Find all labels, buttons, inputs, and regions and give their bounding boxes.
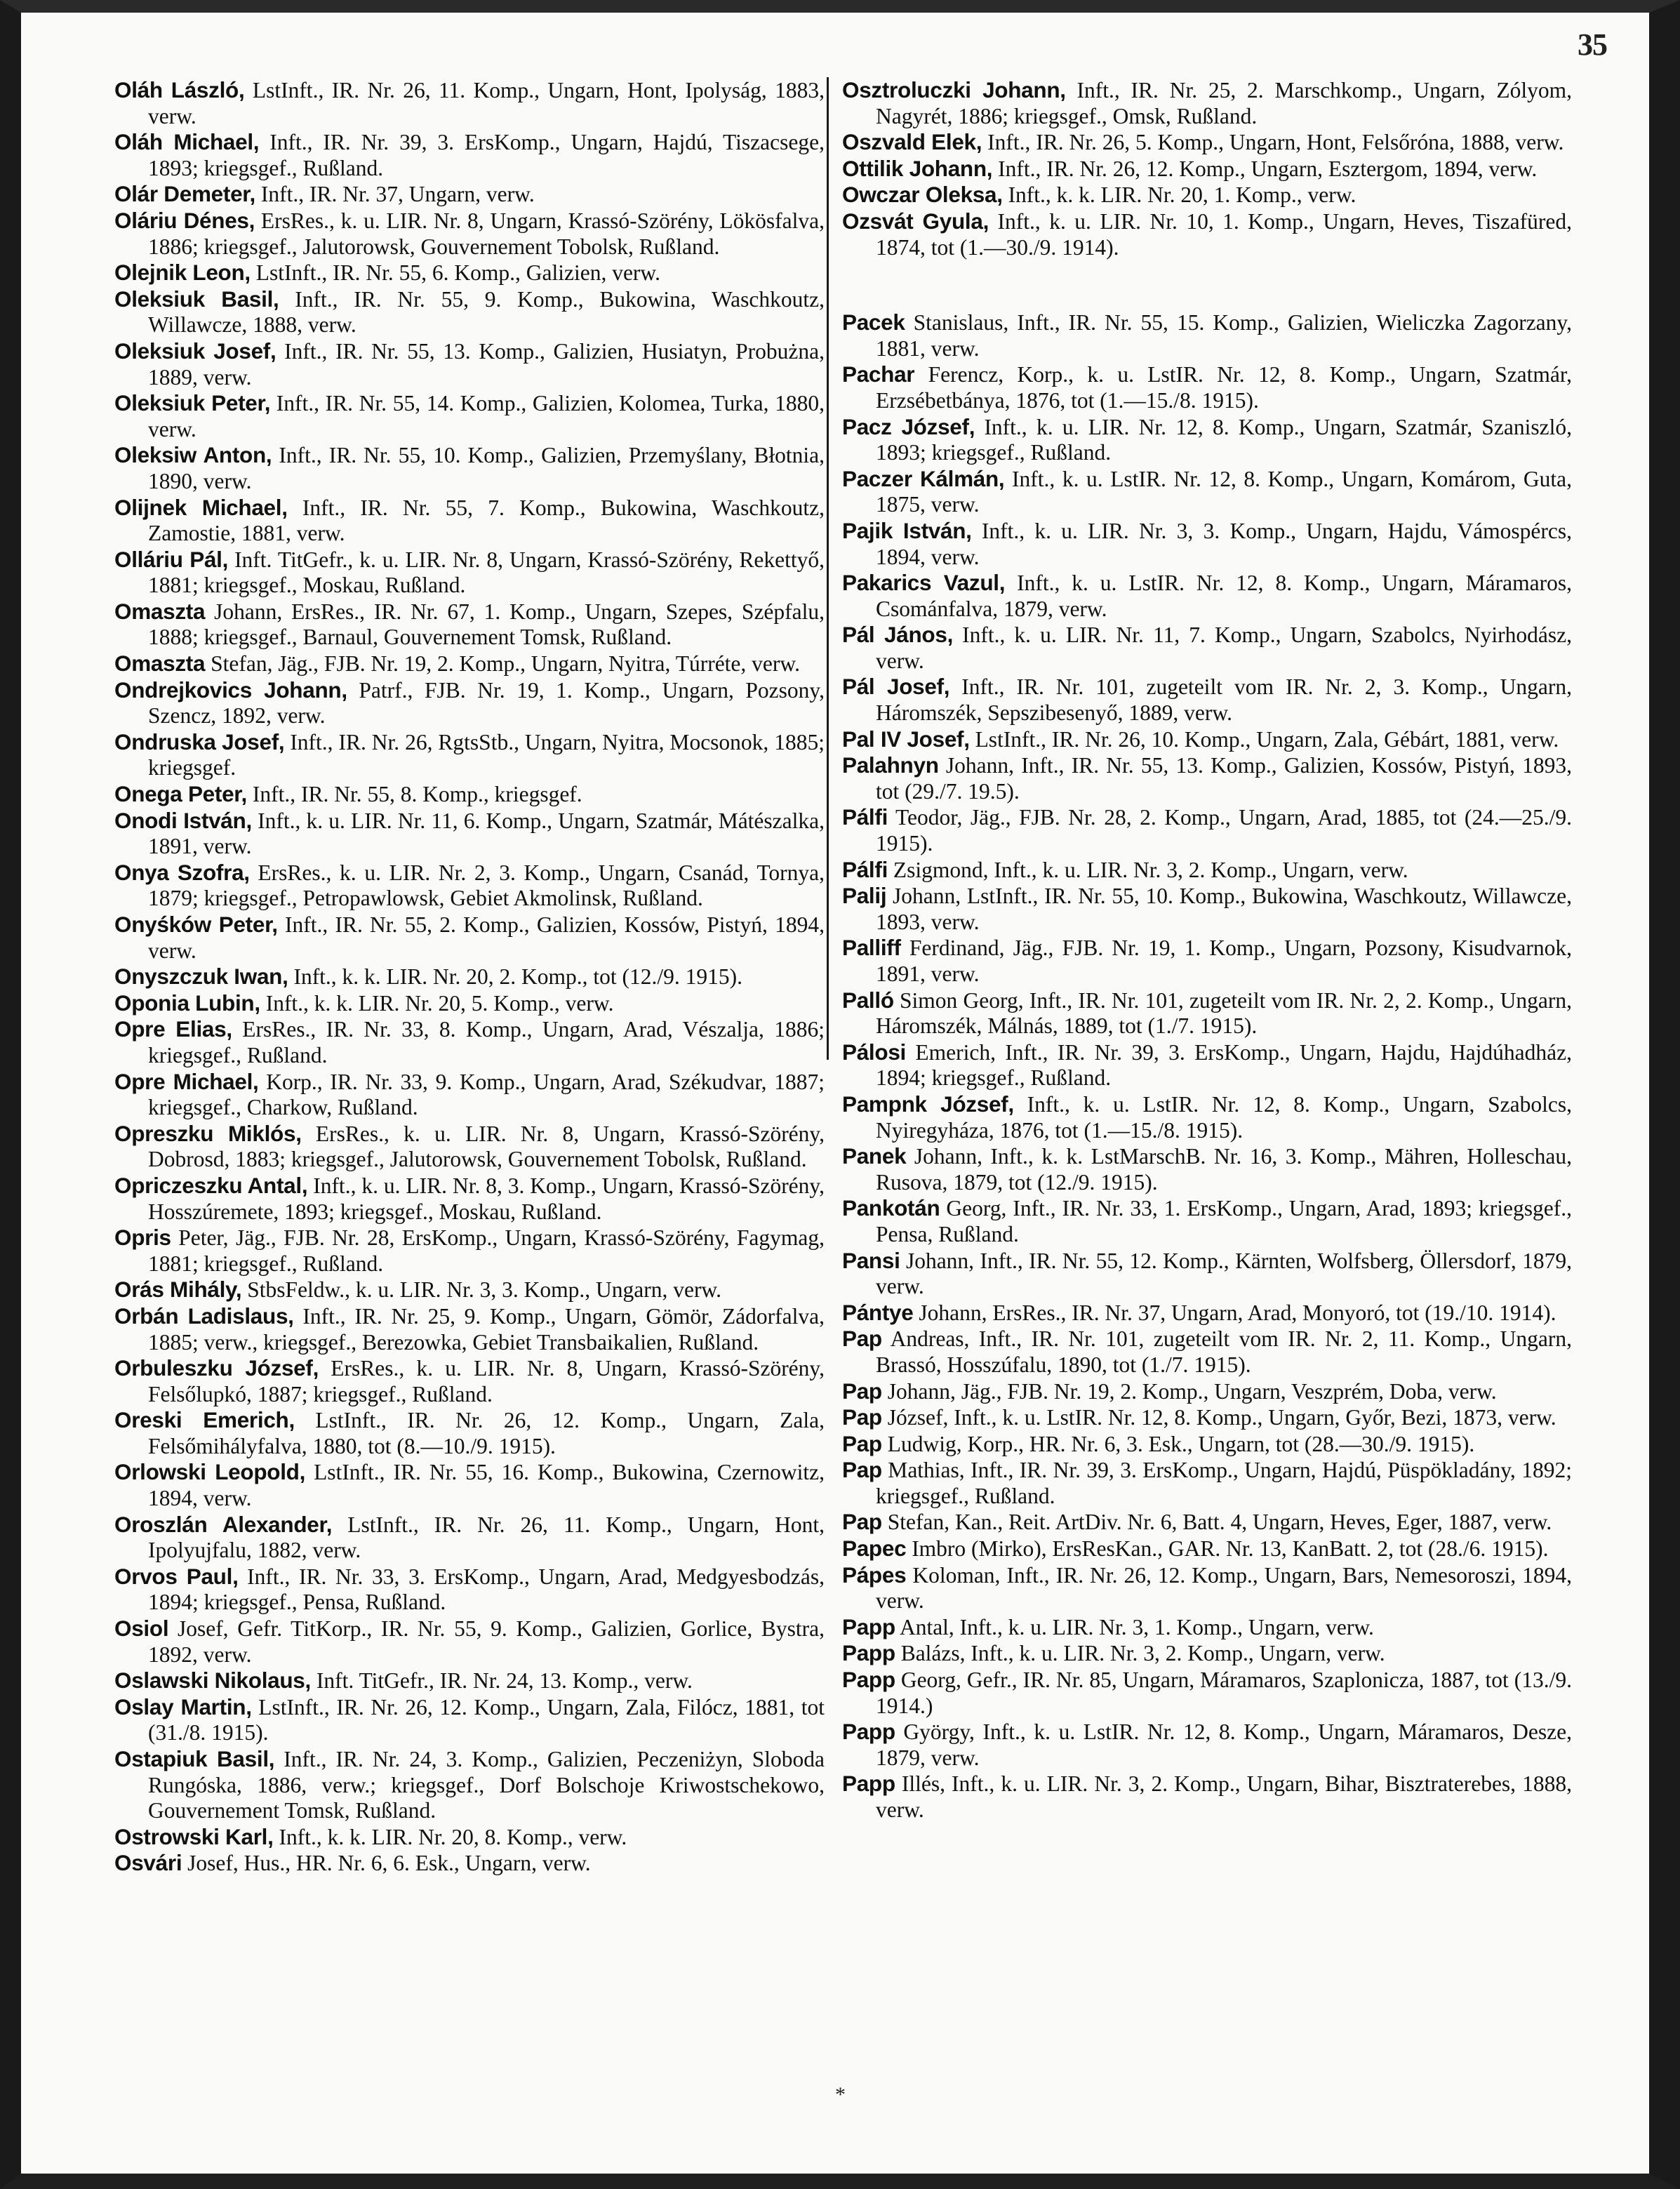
entry-name: Pachar — [842, 361, 915, 387]
entry-details: Peter, Jäg., FJB. Nr. 28, ErsKomp., Ungarn, Krassó-Szörény, Fagymag, 1881; kriegsgef., Rußland. — [148, 1225, 825, 1276]
entry-details: Inft., IR. Nr. 55, 7. Komp., Bukowina, Waschkoutz, Zamostie, 1881, verw. — [148, 495, 825, 546]
list-entry — [114, 390, 825, 442]
entry-name: Pap — [842, 1457, 882, 1483]
entry-name: Ostapiuk Basil, — [114, 1746, 275, 1771]
entry-details: Antal, Inft., k. u. LIR. Nr. 3, 1. Komp., Ungarn, verw. — [895, 1614, 1374, 1639]
entry-name: Ondrejkovics Johann, — [114, 677, 347, 703]
list-entry — [842, 1378, 1572, 1405]
entry-name: Pacz József, — [842, 413, 975, 439]
list-entry — [842, 1640, 1572, 1667]
entry-name: Oleksiuk Josef, — [114, 338, 276, 364]
list-entry — [842, 883, 1572, 935]
list-entry — [842, 1326, 1572, 1378]
entry-name: Palij — [842, 883, 887, 909]
list-entry — [114, 964, 825, 990]
list-entry — [842, 518, 1572, 570]
list-entry — [842, 77, 1572, 129]
entry-details: Inft., k. u. LIR. Nr. 10, 1. Komp., Ungarn, Heves, Tiszafüred, 1874, tot (1.—30./9. 1914). — [876, 208, 1572, 260]
entry-name: Oláh Michael, — [114, 129, 260, 155]
list-entry — [842, 935, 1572, 987]
list-entry — [842, 1719, 1572, 1771]
list-entry — [842, 570, 1572, 622]
entry-name: Ostrowski Karl, — [114, 1823, 274, 1849]
list-entry — [842, 1536, 1572, 1562]
entry-details: Simon Georg, Inft., IR. Nr. 101, zugeteilt vom IR. Nr. 2, 2. Komp., Ungarn, Háromszék, Málnás, 1889, tot (1./7. 1915). — [876, 987, 1572, 1039]
entry-details: LstInft., IR. Nr. 55, 16. Komp., Bukowina, Czernowitz, 1894, verw. — [148, 1460, 825, 1511]
entry-details: Inft. TitGefr., k. u. LIR. Nr. 8, Ungarn, Krassó-Szörény, Rekettyő, 1881; kriegsgef., Moskau, Rußland. — [148, 547, 825, 598]
list-entry — [842, 1457, 1572, 1509]
entry-details: Zsigmond, Inft., k. u. LIR. Nr. 3, 2. Komp., Ungarn, verw. — [888, 857, 1408, 882]
entry-name: Opris — [114, 1225, 171, 1251]
entry-details: ErsRes., k. u. LIR. Nr. 2, 3. Komp., Ungarn, Csanád, Tornya, 1879; kriegsgef., Petropawlowsk, Gebiet Akmolinsk, Rußland. — [148, 860, 825, 911]
list-entry — [842, 1248, 1572, 1300]
entry-details: Inft. TitGefr., IR. Nr. 24, 13. Komp., verw. — [310, 1668, 693, 1694]
entry-details: Johann, ErsRes., IR. Nr. 67, 1. Komp., Ungarn, Szepes, Szépfalu, 1888; kriegsgef., Barnaul, Gouvernement Tomsk, Rußland. — [148, 599, 825, 650]
list-entry — [114, 990, 825, 1017]
list-entry — [114, 1564, 825, 1616]
entry-name: Pacek — [842, 310, 905, 335]
list-entry — [842, 1509, 1572, 1536]
entry-name: Pálosi — [842, 1039, 906, 1065]
entry-name: Pál Josef, — [842, 674, 950, 700]
entry-details: Inft., k. k. LIR. Nr. 20, 5. Komp., verw. — [260, 990, 614, 1016]
entry-name: Pampnk József, — [842, 1091, 1014, 1117]
entry-details: Inft., k. u. LIR. Nr. 12, 8. Komp., Ungarn, Szatmár, Szaniszló, 1893; kriegsgef., Rußland. — [876, 414, 1572, 465]
list-entry — [842, 1300, 1572, 1326]
entry-name: Palahnyn — [842, 752, 939, 778]
entry-name: Ottilik Johann, — [842, 155, 993, 181]
list-entry — [842, 674, 1572, 726]
entry-name: Pap — [842, 1430, 882, 1456]
list-entry — [114, 1016, 825, 1068]
entry-name: Pal IV Josef, — [842, 726, 970, 752]
list-entry — [114, 1824, 825, 1851]
entry-details: Emerich, Inft., IR. Nr. 39, 3. ErsKomp., Ungarn, Hajdu, Hajdúhadház, 1894; kriegsgef., Rußland. — [876, 1039, 1572, 1091]
entry-details: Mathias, Inft., IR. Nr. 39, 3. ErsKomp., Ungarn, Hajdú, Püspökladány, 1892; kriegsgef., Rußland. — [876, 1458, 1572, 1508]
list-entry — [842, 804, 1572, 856]
entry-details: Inft., IR. Nr. 55, 14. Komp., Galizien, Kolomea, Turka, 1880, verw. — [148, 391, 825, 441]
entry-details: Inft., IR. Nr. 37, Ungarn, verw. — [255, 182, 535, 207]
entry-name: Pápes — [842, 1562, 907, 1588]
list-entry — [114, 442, 825, 494]
entry-details: Inft., IR. Nr. 25, 2. Marschkomp., Ungarn, Zólyom, Nagyrét, 1886; kriegsgef., Omsk, Rußland. — [876, 78, 1572, 128]
entry-name: Opriczeszku Antal, — [114, 1172, 308, 1198]
entry-details: Georg, Gefr., IR. Nr. 85, Ungarn, Máramaros, Szaplonicza, 1887, tot (13./9. 1914.) — [876, 1668, 1572, 1718]
list-entry — [114, 1694, 825, 1746]
entry-name: Onodi István, — [114, 807, 252, 833]
list-entry — [114, 1277, 825, 1303]
entry-details: LstInft., IR. Nr. 55, 6. Komp., Galizien, verw. — [250, 260, 660, 286]
entry-details: Inft., IR. Nr. 26, RgtsStb., Ungarn, Nyitra, Mocsonok, 1885; kriegsgef. — [148, 729, 825, 780]
entry-name: Oleksiuk Peter, — [114, 390, 271, 416]
entry-name: Pajik István, — [842, 517, 972, 543]
entry-details: Inft., IR. Nr. 55, 10. Komp., Galizien, Przemyślany, Błotnia, 1890, verw. — [148, 443, 825, 493]
entry-name: Pap — [842, 1378, 882, 1404]
entry-name: Pántye — [842, 1299, 914, 1325]
entry-name: Palló — [842, 987, 894, 1013]
entry-details: Inft., IR. Nr. 55, 9. Komp., Bukowina, Waschkoutz, Willawcze, 1888, verw. — [148, 286, 825, 338]
list-entry — [842, 1143, 1572, 1195]
entry-details: Inft., IR. Nr. 101, zugeteilt vom IR. Nr. 2, 3. Komp., Ungarn, Háromszék, Sepszibesenyő, 1889, verw. — [876, 674, 1572, 726]
entry-details: Josef, Gefr. TitKorp., IR. Nr. 55, 9. Komp., Galizien, Gorlice, Bystra, 1892, verw. — [148, 1616, 825, 1667]
entry-name: Oláh László, — [114, 77, 245, 102]
entry-details: LstInft., IR. Nr. 26, 11. Komp., Ungarn, Hont, Ipolyujfalu, 1882, verw. — [148, 1512, 825, 1563]
entry-name: Oleksiuk Basil, — [114, 286, 279, 312]
entry-name: Oroszlán Alexander, — [114, 1511, 333, 1537]
left-column — [114, 77, 825, 1877]
list-entry — [114, 1225, 825, 1277]
footer-mark: * — [835, 2083, 846, 2106]
list-entry — [842, 310, 1572, 361]
entry-name: Pál János, — [842, 622, 954, 648]
entry-name: Opre Michael, — [114, 1068, 259, 1094]
entry-details: Ferencz, Korp., k. u. LstIR. Nr. 12, 8. Komp., Ungarn, Szatmár, Erzsébetbánya, 1876, tot (1.—15./8. 1915). — [876, 362, 1572, 413]
entry-name: Olláriu Pál, — [114, 546, 229, 572]
entry-details: StbsFeldw., k. u. LIR. Nr. 3, 3. Komp., Ungarn, verw. — [241, 1277, 722, 1303]
entry-details: Illés, Inft., k. u. LIR. Nr. 3, 2. Komp., Ungarn, Bihar, Bisztraterebes, 1888, verw. — [876, 1771, 1572, 1822]
entry-details: József, Inft., k. u. LstIR. Nr. 12, 8. Komp., Ungarn, Győr, Bezi, 1873, verw. — [881, 1405, 1556, 1430]
entry-name: Pap — [842, 1404, 882, 1430]
entry-name: Palliff — [842, 935, 901, 961]
list-entry — [114, 781, 825, 808]
entry-details: Ludwig, Korp., HR. Nr. 6, 3. Esk., Ungarn, tot (28.—30./9. 1915). — [881, 1431, 1475, 1456]
entry-details: ErsRes., IR. Nr. 33, 8. Komp., Ungarn, Arad, Vészalja, 1886; kriegsgef., Rußland. — [148, 1017, 825, 1067]
entry-details: Inft., IR. Nr. 39, 3. ErsKomp., Ungarn, Hajdú, Tiszacsege, 1893; kriegsgef., Rußland. — [148, 130, 825, 180]
entry-details: Inft., IR. Nr. 26, 5. Komp., Ungarn, Hont, Felsőróna, 1888, verw. — [982, 130, 1564, 155]
entry-name: Olejnik Leon, — [114, 260, 251, 286]
entry-name: Papp — [842, 1719, 895, 1745]
list-entry — [842, 1431, 1572, 1458]
entry-details: Stefan, Kan., Reit. ArtDiv. Nr. 6, Batt. 4, Ungarn, Heves, Eger, 1887, verw. — [881, 1510, 1552, 1535]
entry-details: Balázs, Inft., k. u. LIR. Nr. 3, 2. Komp., Ungarn, verw. — [895, 1641, 1385, 1666]
entry-name: Omaszta — [114, 651, 206, 677]
entry-name: Oreski Emerich, — [114, 1407, 295, 1433]
entry-name: Oslawski Nikolaus, — [114, 1668, 311, 1694]
entry-name: Papp — [842, 1640, 895, 1666]
entry-name: Orvos Paul, — [114, 1563, 239, 1589]
entry-name: Pankotán — [842, 1195, 940, 1221]
list-entry — [842, 726, 1572, 753]
entry-details: Georg, Inft., IR. Nr. 33, 1. ErsKomp., Ungarn, Arad, 1893; kriegsgef., Pensa, Rußland. — [876, 1196, 1572, 1246]
entry-name: Omaszta — [114, 598, 206, 624]
entry-name: Ondruska Josef, — [114, 728, 285, 754]
list-entry — [842, 1091, 1572, 1143]
entry-details: ErsRes., k. u. LIR. Nr. 8, Ungarn, Krassó-Szörény, Felsőlupkó, 1887; kriegsgef., Rußland. — [148, 1356, 825, 1406]
entry-details: LstInft., IR. Nr. 26, 10. Komp., Ungarn, Zala, Gébárt, 1881, verw. — [969, 726, 1559, 752]
list-entry — [114, 208, 825, 260]
right-column — [842, 77, 1572, 1823]
entry-name: Orlowski Leopold, — [114, 1459, 306, 1485]
entry-name: Orbán Ladislaus, — [114, 1303, 294, 1329]
list-entry — [114, 1850, 825, 1877]
entry-details: ErsRes., k. u. LIR. Nr. 8, Ungarn, Krassó-Szörény, Dobrosd, 1883; kriegsgef., Jalutorowsk, Gouvernement Tobolsk, Rußland. — [148, 1121, 825, 1172]
entry-details: Inft., IR. Nr. 25, 9. Komp., Ungarn, Gömör, Zádorfalva, 1885; verw., kriegsgef., Berezowka, Gebiet Transbaikalien, Rußland. — [148, 1303, 825, 1355]
entry-details: LstInft., IR. Nr. 26, 12. Komp., Ungarn, Zala, Felsőmihályfalva, 1880, tot (8.—10./9. 1915). — [148, 1408, 825, 1458]
entry-name: Paczer Kálmán, — [842, 465, 1005, 491]
entry-name: Papp — [842, 1771, 895, 1797]
list-entry — [114, 1355, 825, 1407]
list-entry — [114, 912, 825, 964]
list-entry — [842, 752, 1572, 804]
entry-details: Imbro (Mirko), ErsResKan., GAR. Nr. 13, KanBatt. 2, tot (28./6. 1915). — [906, 1536, 1549, 1562]
list-entry — [114, 860, 825, 912]
list-entry — [114, 1069, 825, 1121]
list-entry — [114, 729, 825, 781]
entry-name: Olár Demeter, — [114, 181, 255, 207]
list-entry — [114, 129, 825, 181]
entry-name: Orás Mihály, — [114, 1277, 242, 1303]
entry-name: Onya Szofra, — [114, 859, 250, 885]
list-entry — [114, 677, 825, 729]
list-entry — [842, 622, 1572, 674]
list-entry — [842, 466, 1572, 518]
entry-name: Oleksiw Anton, — [114, 442, 272, 468]
list-entry — [842, 156, 1572, 182]
list-entry — [842, 1614, 1572, 1641]
entry-details: Stanislaus, Inft., IR. Nr. 55, 15. Komp., Galizien, Wieliczka Zagorzany, 1881, verw. — [876, 310, 1572, 361]
entry-details: Inft., IR. Nr. 55, 2. Komp., Galizien, Kossów, Pistyń, 1894, verw. — [148, 912, 825, 963]
list-entry — [114, 338, 825, 390]
entry-details: Inft., k. k. LIR. Nr. 20, 1. Komp., verw. — [1002, 182, 1356, 208]
entry-details: Inft., k. k. LIR. Nr. 20, 2. Komp., tot (12./9. 1915). — [288, 964, 743, 990]
list-entry — [842, 361, 1572, 413]
entry-name: Ozsvát Gyula, — [842, 208, 989, 234]
column-divider — [827, 77, 829, 1060]
list-entry — [842, 1667, 1572, 1719]
list-entry — [114, 260, 825, 286]
entry-details: Inft., k. k. LIR. Nr. 20, 8. Komp., verw. — [273, 1824, 627, 1849]
list-entry — [114, 1616, 825, 1668]
entry-details: Inft., IR. Nr. 55, 8. Komp., kriegsgef. — [246, 782, 582, 807]
list-entry — [114, 1459, 825, 1511]
entry-name: Pálfi — [842, 804, 888, 830]
entry-details: Inft., k. u. LIR. Nr. 3, 3. Komp., Ungarn, Hajdu, Vámospércs, 1894, verw. — [876, 518, 1572, 569]
list-entry — [842, 182, 1572, 208]
list-entry — [842, 857, 1572, 884]
list-entry — [842, 208, 1572, 260]
entry-name: Opre Elias, — [114, 1016, 232, 1042]
entry-details: ErsRes., k. u. LIR. Nr. 8, Ungarn, Krassó-Szörény, Lökösfalva, 1886; kriegsgef., Jalutorowsk, Gouvernement Tobolsk, Rußland. — [148, 208, 825, 259]
entry-details: Johann, Inft., IR. Nr. 55, 12. Komp., Kärnten, Wolfsberg, Öllersdorf, 1879, verw. — [876, 1248, 1572, 1299]
entry-details: LstInft., IR. Nr. 26, 11. Komp., Ungarn, Hont, Ipolyság, 1883, verw. — [148, 78, 825, 128]
entry-details: Inft., k. u. LIR. Nr. 11, 6. Komp., Ungarn, Szatmár, Mátészalka, 1891, verw. — [148, 808, 825, 859]
entry-name: Panek — [842, 1143, 907, 1169]
entry-details: Johann, LstInft., IR. Nr. 55, 10. Komp., Bukowina, Waschkoutz, Willawcze, 1893, verw. — [876, 884, 1572, 934]
entry-details: Ferdinand, Jäg., FJB. Nr. 19, 1. Komp., Ungarn, Pozsony, Kisudvarnok, 1891, verw. — [876, 936, 1572, 986]
entry-details: Korp., IR. Nr. 33, 9. Komp., Ungarn, Arad, Székudvar, 1887; kriegsgef., Charkow, Rußland. — [148, 1069, 825, 1120]
entry-name: Onyśków Peter, — [114, 912, 278, 937]
entry-name: Opreszku Miklós, — [114, 1120, 302, 1146]
entry-details: Inft., IR. Nr. 26, 12. Komp., Ungarn, Esztergom, 1894, verw. — [992, 156, 1538, 181]
list-entry — [842, 1195, 1572, 1247]
entry-details: Teodor, Jäg., FJB. Nr. 28, 2. Komp., Ungarn, Arad, 1885, tot (24.—25./9. 1915). — [876, 805, 1572, 856]
entry-name: Pakarics Vazul, — [842, 570, 1006, 596]
list-entry — [114, 547, 825, 599]
entry-details: Inft., k. u. LstIR. Nr. 12, 8. Komp., Ungarn, Szabolcs, Nyiregyháza, 1876, tot (1.—15./8. 1915). — [876, 1091, 1572, 1143]
entry-name: Papec — [842, 1536, 907, 1562]
entry-name: Pálfi — [842, 856, 888, 882]
list-entry — [842, 129, 1572, 156]
entry-name: Oslay Martin, — [114, 1694, 252, 1719]
list-entry — [114, 1746, 825, 1824]
entry-name: Papp — [842, 1614, 895, 1639]
entry-name: Olijnek Michael, — [114, 494, 288, 520]
entry-details: Inft., k. u. LIR. Nr. 8, 3. Komp., Ungarn, Krassó-Szörény, Hosszúremete, 1893; kriegsgef., Moskau, Rußland. — [148, 1173, 825, 1224]
list-entry — [114, 77, 825, 129]
entry-name: Oláriu Dénes, — [114, 207, 255, 233]
list-entry — [114, 1512, 825, 1564]
entry-name: Owczar Oleksa, — [842, 182, 1003, 208]
list-entry — [114, 181, 825, 208]
entry-details: Inft., k. u. LstIR. Nr. 12, 8. Komp., Ungarn, Máramaros, Csománfalva, 1879, verw. — [876, 571, 1572, 621]
list-entry — [114, 1303, 825, 1355]
entry-name: Pansi — [842, 1247, 900, 1273]
list-entry — [114, 651, 825, 677]
entry-name: Papp — [842, 1667, 895, 1693]
list-entry — [114, 495, 825, 547]
entry-name: Pap — [842, 1326, 882, 1352]
entry-details: Koloman, Inft., IR. Nr. 26, 12. Komp., Ungarn, Bars, Nemesoroszi, 1894, verw. — [876, 1562, 1572, 1614]
entry-details: LstInft., IR. Nr. 26, 12. Komp., Ungarn, Zala, Filócz, 1881, tot (31./8. 1915). — [148, 1694, 825, 1745]
entry-details: Inft., IR. Nr. 33, 3. ErsKomp., Ungarn, Arad, Medgyesbodzás, 1894; kriegsgef., Pensa, Rußland. — [148, 1564, 825, 1615]
list-entry — [842, 414, 1572, 466]
entry-details: Inft., IR. Nr. 24, 3. Komp., Galizien, Peczeniżyn, Sloboda Rungóska, 1886, verw.; kriegsgef., Dorf Bolschoje Kriwostschekowo, Gouvernement Tomsk, Rußland. — [148, 1747, 825, 1823]
list-entry — [114, 1121, 825, 1173]
list-entry — [842, 1404, 1572, 1431]
entry-details: Johann, ErsRes., IR. Nr. 37, Ungarn, Arad, Monyoró, tot (19./10. 1914). — [913, 1300, 1556, 1325]
entry-name: Osvári — [114, 1850, 182, 1876]
entry-name: Oponia Lubin, — [114, 990, 260, 1016]
entry-name: Onega Peter, — [114, 781, 247, 807]
entry-details: Andreas, Inft., IR. Nr. 101, zugeteilt vom IR. Nr. 2, 11. Komp., Ungarn, Brassó, Hosszúfalu, 1890, tot (1./7. 1915). — [876, 1326, 1572, 1377]
list-entry — [842, 1039, 1572, 1091]
list-entry — [842, 1562, 1572, 1614]
list-entry — [842, 987, 1572, 1039]
entry-name: Pap — [842, 1509, 882, 1535]
entry-name: Orbuleszku József, — [114, 1355, 319, 1381]
entry-details: Johann, Inft., IR. Nr. 55, 13. Komp., Galizien, Kossów, Pistyń, 1893, tot (29./7. 19.5). — [876, 753, 1572, 804]
list-entry — [114, 1173, 825, 1225]
entry-details: Johann, Jäg., FJB. Nr. 19, 2. Komp., Ungarn, Veszprém, Doba, verw. — [881, 1378, 1497, 1404]
list-entry — [114, 599, 825, 651]
entry-details: Josef, Hus., HR. Nr. 6, 6. Esk., Ungarn, verw. — [182, 1851, 591, 1876]
entry-name: Oszvald Elek, — [842, 129, 982, 155]
page-number: 35 — [1578, 27, 1607, 62]
entry-details: György, Inft., k. u. LstIR. Nr. 12, 8. Komp., Ungarn, Máramaros, Desze, 1879, verw. — [876, 1719, 1572, 1770]
entry-details: Inft., IR. Nr. 55, 13. Komp., Galizien, Husiatyn, Probużna, 1889, verw. — [148, 338, 825, 390]
entry-details: Patrf., FJB. Nr. 19, 1. Komp., Ungarn, Pozsony, Szencz, 1892, verw. — [148, 677, 825, 728]
entry-name: Osiol — [114, 1616, 169, 1642]
list-entry — [114, 286, 825, 338]
entry-details: Inft., k. u. LstIR. Nr. 12, 8. Komp., Ungarn, Komárom, Guta, 1875, verw. — [876, 466, 1572, 517]
list-entry — [842, 1771, 1572, 1823]
list-entry — [114, 1407, 825, 1459]
list-entry — [114, 808, 825, 860]
entry-name: Osztroluczki Johann, — [842, 77, 1066, 102]
entry-details: Stefan, Jäg., FJB. Nr. 19, 2. Komp., Ungarn, Nyitra, Túrréte, verw. — [205, 651, 800, 677]
list-entry — [114, 1668, 825, 1694]
entry-details: Johann, Inft., k. k. LstMarschB. Nr. 16, 3. Komp., Mähren, Holleschau, Rusova, 1879, tot (12./9. 1915). — [876, 1144, 1572, 1195]
entry-name: Onyszczuk Iwan, — [114, 964, 288, 990]
entry-details: Inft., k. u. LIR. Nr. 11, 7. Komp., Ungarn, Szabolcs, Nyirhodász, verw. — [876, 623, 1572, 673]
